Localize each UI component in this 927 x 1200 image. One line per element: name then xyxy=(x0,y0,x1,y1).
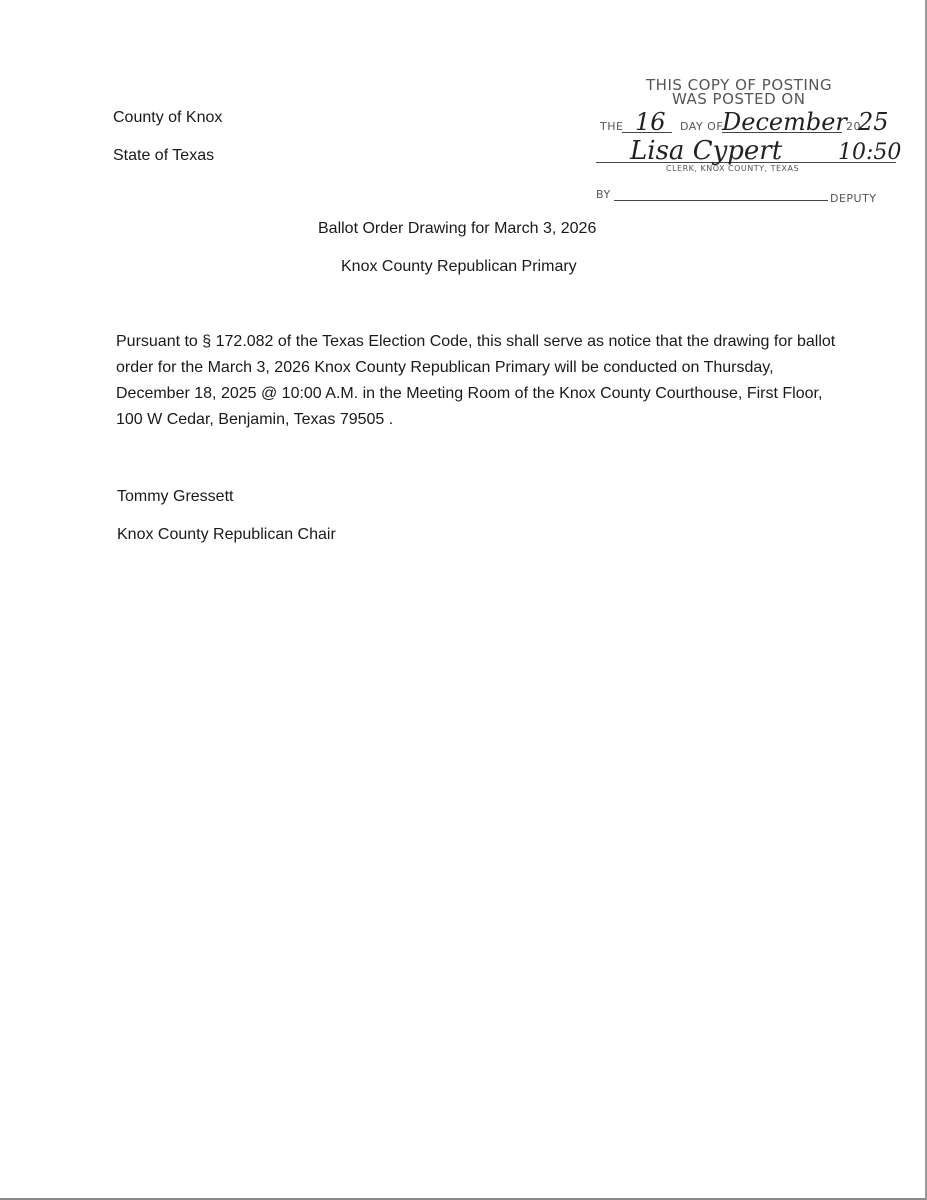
stamp-day: 16 xyxy=(635,108,666,136)
stamp-year: 25 xyxy=(858,108,889,136)
signer-name: Tommy Gressett xyxy=(117,488,234,505)
stamp-day-of: DAY OF xyxy=(680,120,724,133)
stamp-the: THE xyxy=(600,120,624,133)
notice-subtitle: Knox County Republican Primary xyxy=(341,258,577,275)
stamp-line1: THIS COPY OF POSTING xyxy=(646,76,833,94)
stamp-by: BY xyxy=(596,188,611,201)
signer-title: Knox County Republican Chair xyxy=(117,526,336,543)
notice-body: Pursuant to § 172.082 of the Texas Election Code, this shall serve as notice that the drawing for ballot order for the March 3, 2026 Knox County Republican Primary will be conducted on Thursday, December 18, 2025 @ 10:00 A.M. in the Meeting Room of the Knox County Courthouse, First Floor, 100 W Cedar, Benjamin, Texas 79505 . xyxy=(116,333,836,428)
clerk-signature: Lisa Cypert xyxy=(630,136,783,166)
stamp-time: 10:50 xyxy=(838,140,902,165)
stamp-deputy: DEPUTY xyxy=(830,192,877,205)
county-label: County of Knox xyxy=(113,109,223,126)
stamp-month: December xyxy=(722,108,847,136)
stamp-clerk: CLERK, KNOX COUNTY, TEXAS xyxy=(666,164,800,173)
stamp-year-prefix: 20 xyxy=(846,120,861,133)
posting-stamp xyxy=(590,74,920,210)
notice-title: Ballot Order Drawing for March 3, 2026 xyxy=(318,220,597,237)
state-label: State of Texas xyxy=(113,147,215,164)
stamp-line2: WAS POSTED ON xyxy=(672,90,806,108)
